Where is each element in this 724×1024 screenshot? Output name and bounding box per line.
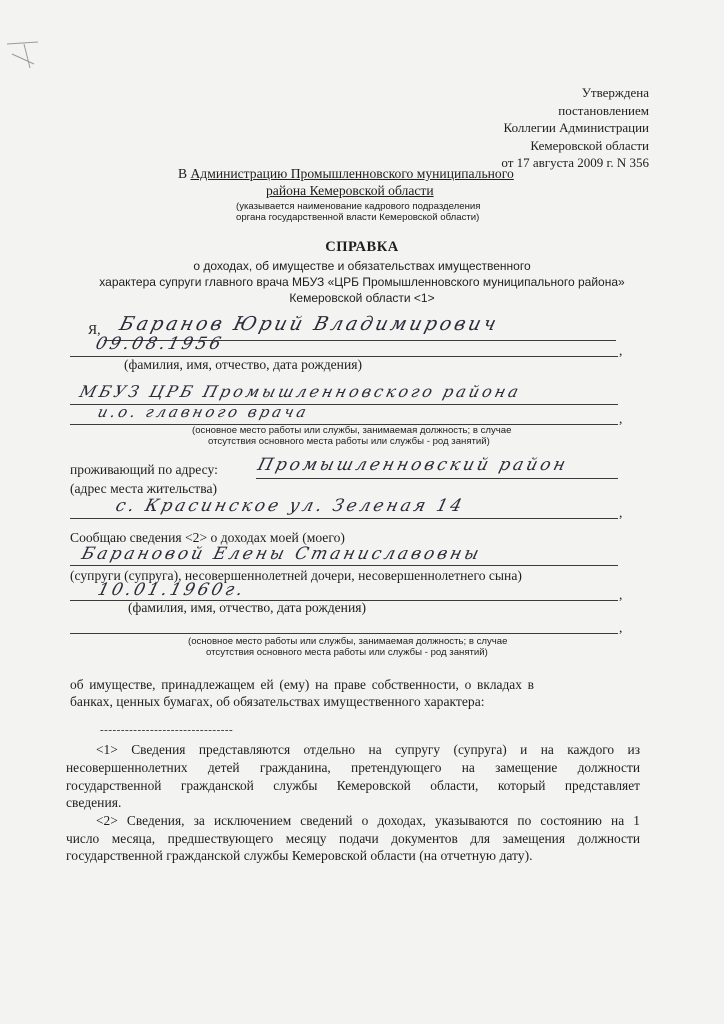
spouse-line <box>70 565 618 566</box>
recipient-line-1 <box>178 166 514 182</box>
declarant-caption: (фамилия, имя, отчество, дата рождения) <box>124 357 363 372</box>
approval-line: Кемеровской области <box>530 137 649 153</box>
approval-line: постановлением <box>558 102 649 118</box>
address-handwritten: Промышленновский район <box>255 455 571 475</box>
comma: , <box>619 620 623 635</box>
comma: , <box>619 343 623 358</box>
spouse-work-note: (основное место работы или службы, занимаемая должность; в случае <box>188 636 508 647</box>
spouse-name-handwritten: Барановой Елены Станиславовны <box>79 544 484 564</box>
title-subtitle: Кемеровской области <1> <box>289 291 435 305</box>
footnote-1: государственной гражданской службы Кемеровской области, который представляет <box>66 778 640 793</box>
footnote-2: число месяца, предшествующего месяцу подачи документов для замещения должности <box>66 831 640 846</box>
declarant-label: Я, <box>88 322 101 337</box>
title-subtitle: о доходах, об имуществе и обязательствах имущественного <box>193 259 531 273</box>
spouse-caption: (фамилия, имя, отчество, дата рождения) <box>128 600 367 615</box>
address-line <box>256 478 618 479</box>
recipient-line-2: района Кемеровской области <box>266 183 434 198</box>
property-text: об имуществе, принадлежащем ей (ему) на праве собственности, о вкладах в <box>70 677 534 692</box>
declarant-work-note: (основное место работы или службы, занимаемая должность; в случае <box>192 425 512 436</box>
spouse-work-note: отсутствия основного места работы или службы - род занятий) <box>206 647 488 658</box>
recipient-note: органа государственной власти Кемеровской области) <box>236 212 480 223</box>
declarant-position-handwritten: и.о. главного врача <box>95 403 311 421</box>
footnote-separator: -------------------------------- <box>100 724 234 736</box>
address-handwritten: с. Красинское ул. Зеленая 14 <box>113 496 467 516</box>
declarant-work-handwritten: МБУЗ ЦРБ Промышленновского района <box>77 382 524 401</box>
recipient-name: Администрацию Промышленновского муниципального <box>190 166 514 181</box>
declarant-birthdate-handwritten: 09.08.1956 <box>93 334 226 354</box>
footnote-1: несовершеннолетних детей гражданина, претендующего на замещение должности <box>66 760 640 775</box>
spouse-label: Сообщаю сведения <2> о доходах моей (моего) <box>70 530 345 545</box>
comma: , <box>619 505 623 520</box>
approval-block <box>501 84 649 172</box>
title-subtitle: характера супруги главного врача МБУЗ «ЦРБ Промышленновского муниципального района» <box>99 275 625 289</box>
recipient-prefix: В <box>178 166 188 181</box>
recipient-note: (указывается наименование кадрового подразделения <box>236 201 481 212</box>
declarant-work-note: отсутствия основного места работы или службы - род занятий) <box>208 436 490 447</box>
approval-line: Коллегии Администрации <box>503 120 649 135</box>
comma: , <box>619 411 623 426</box>
footnote-1: сведения. <box>66 795 122 810</box>
pen-mark-icon <box>4 38 44 72</box>
footnote-1: <1> Сведения представляются отдельно на супругу (супруга) и на каждого из <box>96 742 640 757</box>
page-title: СПРАВКА <box>325 239 399 255</box>
comma: , <box>619 587 623 602</box>
spouse-caption: (супруги (супруга), несовершеннолетней дочери, несовершеннолетнего сына) <box>70 568 522 583</box>
spouse-line <box>70 633 618 634</box>
footnote-2: государственной гражданской службы Кемеровской области (на отчетную дату). <box>66 848 533 863</box>
address-label: проживающий по адресу: <box>70 462 218 477</box>
footnote-2: <2> Сведения, за исключением сведений о доходах, указываются по состоянию на 1 <box>96 813 640 828</box>
declarant-name-handwritten: Баранов Юрий Владимирович <box>117 313 502 335</box>
property-text: банках, ценных бумагах, об обязательствах имущественного характера: <box>70 694 485 709</box>
approval-line: от 17 августа 2009 г. N 356 <box>501 155 649 170</box>
spouse-birthdate-handwritten: 10.01.1960г. <box>95 580 248 600</box>
approval-line: Утверждена <box>581 85 649 100</box>
address-line <box>70 518 618 519</box>
address-caption: (адрес места жительства) <box>70 481 218 496</box>
